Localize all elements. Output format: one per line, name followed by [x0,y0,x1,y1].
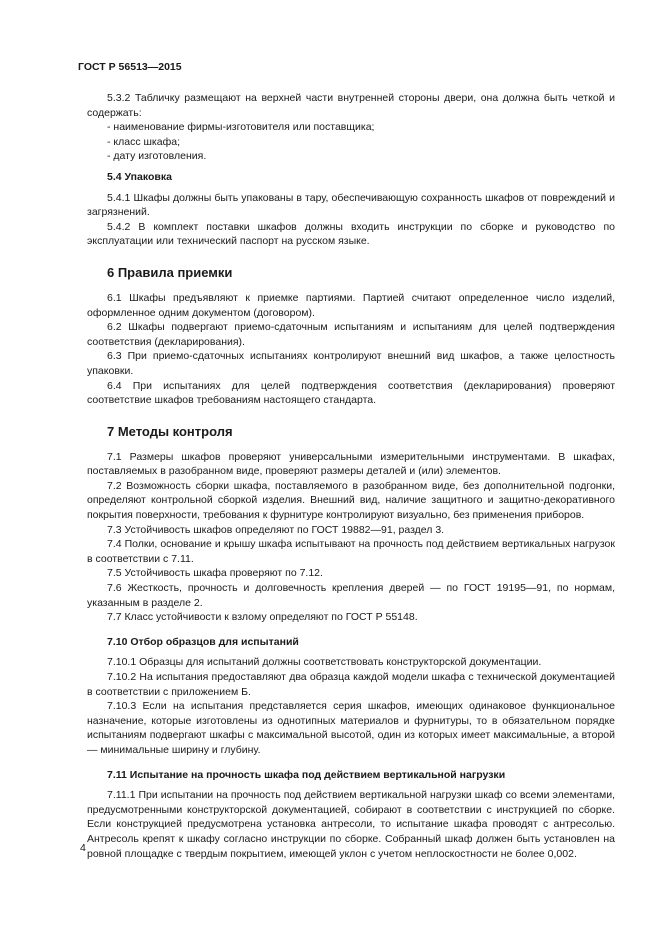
paragraph: 6.4 При испытаниях для целей подтверждения соответствия (декларирования) проверяют соответствие шкафов требованиям настоящего стандарта. [87,379,615,407]
paragraph: 7.4 Полки, основание и крышу шкафа испытывают на прочность под действием вертикальных нагрузок в соответствии с 7.11. [87,538,615,565]
subsection-heading: 7.10 Отбор образцов для испытаний [107,635,299,648]
list-item: - наименование фирмы-изготовителя или поставщика; [107,121,375,134]
paragraph: 7.1 Размеры шкафов проверяют универсальными измерительными инструментами. В шкафах, поставляемых в разобранном виде, проверяют размеры деталей и (или) элементов. [87,450,615,478]
paragraph: 6.1 Шкафы предъявляют к приемке партиями. Партией считают определенное число изделий, оформленное одним документом (договором). [87,291,615,319]
paragraph: 7.3 Устойчивость шкафов определяют по ГОСТ 19882—91, раздел 3. [107,523,445,536]
section-heading: 7 Методы контроля [107,423,233,439]
paragraph: 7.11.1 При испытании на прочность под действием вертикальной нагрузки шкаф со всеми элементами, предусмотренными конструкторской документацией, собирают в соответствии с инструкцией по сборке. Если конструкцией предусмотрена установка антресоли, то испытание шкафа проводят с антресолью. Антресоль крепят к шкафу согласно инструкции по сборке. Собранный шкаф должен быть установлен на ровной площадке с твердым покрытием, имеющей уклон с учетом неплоскостности не более 0,002. [87,789,615,860]
list-item: - дату изготовления. [107,150,207,163]
document-body [87,91,615,861]
page-number: 4 [80,842,86,854]
paragraph: 5.3.2 Табличку размещают на верхней части внутренней стороны двери, она должна быть четкой и содержать: [87,92,615,119]
paragraph: 5.4.2 В комплект поставки шкафов должны входить инструкции по сборке и руководство по эксплуатации или технический паспорт на русском языке. [87,220,615,248]
paragraph: 6.3 При приемо-сдаточных испытаниях контролируют внешний вид шкафов, а также целостность упаковки. [87,350,615,377]
paragraph: 7.2 Возможность сборки шкафа, поставляемого в разобранном виде, без дополнительной подгонки, определяют контрольной сборкой изделия. Внешний вид, наличие защитного и защитно-декоративного покрытия поверхности, требования к фурнитуре контролируют визуально, без применения приборов. [87,479,615,522]
paragraph: 7.5 Устойчивость шкафа проверяют по 7.12. [107,567,323,580]
subsection-heading: 5.4 Упаковка [107,170,172,183]
document-header: ГОСТ Р 56513—2015 [78,61,182,73]
paragraph: 7.7 Класс устойчивости к взлому определяют по ГОСТ Р 55148. [107,611,418,624]
paragraph: 7.10.1 Образцы для испытаний должны соответствовать конструкторской документации. [107,656,542,669]
paragraph: 5.4.1 Шкафы должны быть упакованы в тару, обеспечивающую сохранность шкафов от повреждений и загрязнений. [87,191,615,219]
paragraph: 7.6 Жесткость, прочность и долговечность крепления дверей — по ГОСТ 19195—91, по нормам, указанным в разделе 2. [87,582,615,609]
paragraph: 6.2 Шкафы подвергают приемо-сдаточным испытаниям и испытаниям для целей подтверждения соответствия (декларирования). [87,321,615,348]
section-heading: 6 Правила приемки [107,264,233,280]
paragraph: 7.10.3 Если на испытания представляется серия шкафов, имеющих одинаковое функциональное назначение, которые изготовлены из однотипных материалов и фурнитуры, то в обязательном порядке испытаниям подвергают шкафы с максимальной высотой, один из которых имеет максимальные, а второй — минимальные ширину и глубину. [87,700,615,756]
subsection-heading: 7.11 Испытание на прочность шкафа под действием вертикальной нагрузки [107,768,506,781]
paragraph: 7.10.2 На испытания предоставляют два образца каждой модели шкафа с технической документацией в соответствии с приложением Б. [87,671,615,698]
list-item: - класс шкафа; [107,135,180,148]
